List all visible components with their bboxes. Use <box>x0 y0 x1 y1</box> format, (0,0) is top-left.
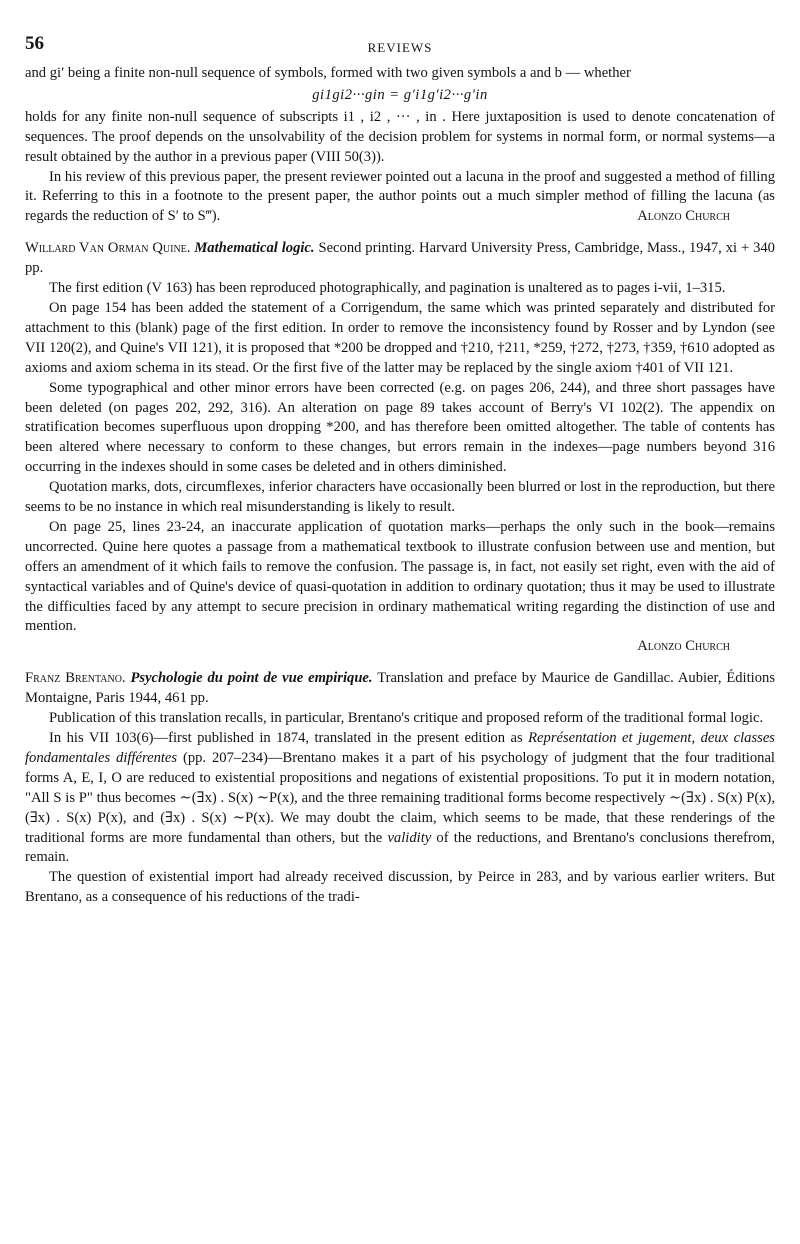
page-number: 56 <box>25 33 44 54</box>
review-heading-brentano <box>25 669 775 709</box>
page-header <box>25 34 775 64</box>
review-paragraph: Publication of this translation recalls, in particular, Brentano's critique and proposed reform of the traditional formal logic. <box>49 710 764 727</box>
review-author: Willard Van Orman Quine. <box>25 240 191 257</box>
review-book-title: Psychologie du point de vue empirique. <box>130 670 373 687</box>
paragraph-text: In his VII 103(6)—first published in 1874, translated in the present edition as <box>49 730 529 746</box>
emphasis: validity <box>387 829 432 846</box>
review-paragraph: Quotation marks, dots, circumflexes, inferior characters have occasionally been blurred or lost in the reproduction, but there seems to be no instance in which real misunderstanding is likely to result. <box>25 479 775 516</box>
review-paragraph: On page 154 has been added the statement of a Corrigendum, the same which was printed separately and distributed for attachment to this (blank) page of the first edition. In order to remove the inconsistency found by Rosser and by Lyndon (see VII 120(2), and Quine's VII 121), it is proposed that *200 be dropped and †210, †211, *259, †272, †273, †359, †610 adopted as axioms and axiom schema in its stead. Or the first five of the latter may be replaced by the single axiom †401 of VII 121. <box>25 299 775 376</box>
continuation-paragraph-3-text: In his review of this previous paper, the present reviewer pointed out a lacuna in the proof and suggested a method of filling it. Referring to this in a footnote to the present paper, the author points out a much simpler method of filling the lacuna (as regards the reduction of S′ to S‴). <box>25 168 775 225</box>
review-paragraph: The question of existential import had already received discussion, by Peirce in 283, and by various earlier writers. But Brentano, as a consequence of his reductions of the tradi- <box>25 869 775 906</box>
review-heading-quine <box>25 239 775 279</box>
cited-work-title: Représentation et jugement, deux classes fondamentales différentes <box>25 730 775 766</box>
review-bibliographic: Translation and preface by Maurice de Gandillac. Aubier, Éditions Montaigne, Paris 1944, 461 pp. <box>25 670 775 707</box>
continuation-paragraph-2: holds for any finite non-null sequence of subscripts i1 , i2 , ··· , in . Here juxtaposition is used to denote concatenation of sequences. The proof depends on the unsolvability of the decision problem for systems in normal form, or normal systems—a result obtained by the author in a previous paper (VIII 50(3)). <box>25 108 775 165</box>
running-head: REVIEWS <box>367 40 433 55</box>
review-paragraph <box>25 729 775 868</box>
equation: gi1gi2···gin = g′i1g′i2···g′in <box>312 86 488 103</box>
review-paragraph: The first edition (V 163) has been reproduced photographically, and pagination is unaltered as to pages i-vii, 1–315. <box>49 280 726 297</box>
paragraph-text: (pp. 207–234)—Brentano makes it a part of his psychology of judgment that the four traditional forms A, E, I, O are reduced to existential propositions and negations of existential propositions. To put it in modern notation, "All S is P" thus becomes ∼(∃x) . S(x) ∼P(x), and the three remaining traditional forms become respectively ∼(∃x) . S(x) P(x), (∃x) . S(x) P(x), and (∃x) . S(x) ∼P(x). We may doubt the claim, which seems to be made, that these renderings of the traditional forms are more fundamental than others, but the <box>25 749 775 846</box>
continuation-paragraph-3 <box>25 168 775 228</box>
review-paragraph: Some typographical and other minor errors have been corrected (e.g. on pages 206, 244), and three short passages have been deleted (on pages 202, 292, 316). An alteration on page 89 takes account of Berry's VI 102(2). The appendix on stratification becomes superfluous upon dropping *200, and has therefore been omitted altogether. The table of contents has been altered where necessary to conform to these changes, but errors remain in the indexes—page numbers beyond 316 occurring in the indexes should in some cases be deleted and in others diminished. <box>25 379 775 476</box>
review-bibliographic: Second printing. Harvard University Press, Cambridge, Mass., 1947, xi + 340 pp. <box>25 240 775 277</box>
reviewer-signature: Alonzo Church <box>637 638 730 655</box>
reviewer-signature: Alonzo Church <box>637 208 730 225</box>
paragraph-text: of the reductions, and Brentano's conclusions therefrom, remain. <box>25 829 775 866</box>
continuation-paragraph-1: and gi′ being a finite non-null sequence of symbols, formed with two given symbols a and b — whether <box>25 65 631 81</box>
review-paragraph: On page 25, lines 23-24, an inaccurate application of quotation marks—perhaps the only such in the book—remains uncorrected. Quine here quotes a passage from a mathematical textbook to illustrate confusion between use and mention, but offers an amendment of it which fails to remove the confusion. The passage is, in fact, not easily set right, even with the aid of syntactical variables and of Quine's device of quasi-quotation in addition to ordinary quotation; thus it may be used to illustrate the difficulties faced by any attempt to secure precision in ordinary mathematical writing regarding the distinction of use and mention. <box>25 518 775 635</box>
review-author: Franz Brentano. <box>25 670 126 687</box>
review-book-title: Mathematical logic. <box>194 240 315 257</box>
